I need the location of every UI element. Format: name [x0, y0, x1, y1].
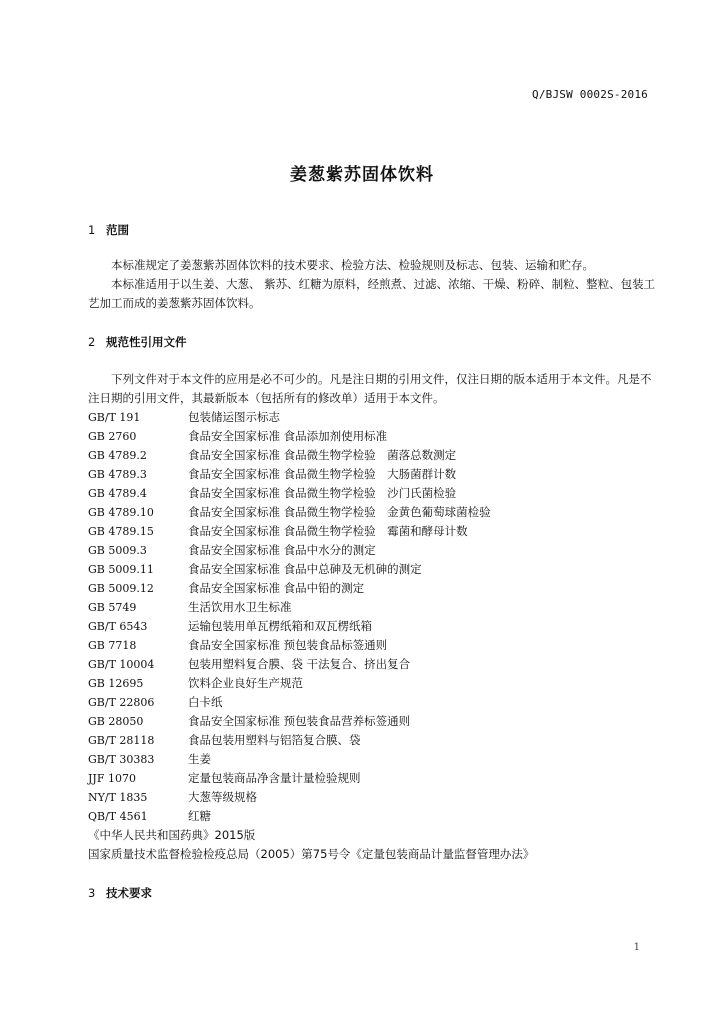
section-technical-heading: [88, 885, 152, 901]
reference-code: GB/T 22806: [88, 696, 155, 709]
reference-code: GB 4789.2: [88, 449, 147, 462]
reference-title: 包装用塑料复合膜、袋 干法复合、挤出复合: [188, 657, 411, 671]
reference-code: GB 5749: [88, 601, 137, 614]
reference-title: 食品安全国家标准 食品中水分的测定: [188, 543, 376, 557]
reference-title: 大葱等级规格: [188, 790, 257, 804]
reference-title: 食品安全国家标准 预包装食品标签通则: [188, 638, 388, 652]
reference-item: [88, 750, 658, 769]
reference-code: GB 4789.3: [88, 468, 147, 481]
document-title: 姜葱紫苏固体饮料: [290, 165, 434, 185]
scope-paragraph-2: 本标准适用于以生姜、大葱、 紫苏、红糖为原料，经煎煮、过滤、浓缩、干燥、粉碎、制粒、整粒、包装工艺加工而成的姜葱紫苏固体饮料。: [88, 277, 656, 310]
reference-code: JJF 1070: [88, 772, 136, 785]
reference-item: [88, 769, 658, 788]
reference-code: NY/T 1835: [88, 791, 148, 804]
reference-title: 生姜: [188, 752, 211, 766]
reference-code: GB 5009.11: [88, 563, 154, 576]
reference-title: 食品安全国家标准 预包装食品营养标签通则: [188, 714, 411, 728]
reference-title: 红糖: [188, 809, 211, 823]
reference-code: GB/T 191: [88, 411, 141, 424]
reference-item: [88, 731, 658, 750]
reference-code: GB 12695: [88, 677, 144, 690]
reference-item: [88, 579, 658, 598]
reference-item: [88, 560, 658, 579]
reference-item: [88, 598, 658, 617]
reference-item: [88, 674, 658, 693]
reference-title: 食品安全国家标准 食品添加剂使用标准: [188, 429, 388, 443]
reference-list: [88, 408, 658, 864]
reference-title: 饮料企业良好生产规范: [188, 676, 303, 690]
reference-code: GB 4789.15: [88, 525, 154, 538]
reference-item: [88, 484, 658, 503]
reference-item: [88, 693, 658, 712]
reference-title: 运输包装用单瓦楞纸箱和双瓦楞纸箱: [188, 619, 372, 633]
scope-paragraph-1: 本标准规定了姜葱紫苏固体饮料的技术要求、检验方法、检验规则及标志、包装、运输和贮存。: [111, 258, 594, 272]
reference-code: GB 4789.4: [88, 487, 147, 500]
reference-code: GB 28050: [88, 715, 144, 728]
reference-item: [88, 522, 658, 541]
reference-code: QB/T 4561: [88, 810, 148, 823]
reference-title: 生活饮用水卫生标准: [188, 600, 292, 614]
section-title: 范围: [106, 223, 129, 237]
reference-title: 食品包装用塑料与铝箔复合膜、袋: [188, 733, 361, 747]
references-intro: 下列文件对于本文件的应用是必不可少的。凡是注日期的引用文件，仅注日期的版本适用于本文件。凡是不注日期的引用文件，其最新版本（包括所有的修改单）适用于本文件。: [88, 372, 652, 405]
reference-code: GB 5009.12: [88, 582, 154, 595]
reference-code: GB/T 6543: [88, 620, 148, 633]
section-scope-heading: [88, 222, 129, 238]
reference-item: [88, 408, 658, 427]
section-title: 规范性引用文件: [106, 335, 187, 349]
reference-code: GB/T 28118: [88, 734, 155, 747]
section-number: 3: [88, 886, 96, 900]
reference-code: GB/T 30383: [88, 753, 155, 766]
reference-title: 食品安全国家标准 食品中铅的测定: [188, 581, 365, 595]
reference-item: [88, 465, 658, 484]
reference-item: [88, 446, 658, 465]
reference-code: GB 4789.10: [88, 506, 154, 519]
section-title: 技术要求: [106, 886, 152, 900]
reference-code: GB 2760: [88, 430, 137, 443]
reference-extra-regulation: 国家质量技术监督检验检疫总局（2005）第75号令《定量包装商品计量监督管理办法》: [88, 847, 535, 861]
reference-item: [88, 503, 658, 522]
reference-title: 食品安全国家标准 食品微生物学检验 金黄色葡萄球菌检验: [188, 505, 491, 519]
reference-title: 食品安全国家标准 食品微生物学检验 大肠菌群计数: [188, 467, 457, 481]
reference-title: 定量包装商品净含量计量检验规则: [188, 771, 361, 785]
reference-item: [88, 807, 658, 826]
reference-title: 包装储运图示标志: [188, 410, 280, 424]
reference-title: 食品安全国家标准 食品微生物学检验 沙门氏菌检验: [188, 486, 457, 500]
reference-title: 食品安全国家标准 食品微生物学检验 菌落总数测定: [188, 448, 457, 462]
reference-title: 食品安全国家标准 食品微生物学检验 霉菌和酵母计数: [188, 524, 468, 538]
reference-item: [88, 617, 658, 636]
section-number: 2: [88, 335, 96, 349]
reference-item: [88, 427, 658, 446]
reference-item: [88, 788, 658, 807]
reference-item: [88, 636, 658, 655]
reference-title: 白卡纸: [188, 695, 223, 709]
standard-code: Q/BJSW 0002S-2016: [532, 88, 648, 101]
reference-title: 食品安全国家标准 食品中总砷及无机砷的测定: [188, 562, 422, 576]
reference-item: [88, 541, 658, 560]
page-number: 1: [633, 942, 640, 953]
reference-code: GB 7718: [88, 639, 137, 652]
reference-code: GB/T 10004: [88, 658, 155, 671]
section-references-heading: [88, 334, 187, 350]
reference-extra-pharmacopoeia: 《中华人民共和国药典》2015版: [88, 828, 256, 842]
reference-item: [88, 655, 658, 674]
reference-code: GB 5009.3: [88, 544, 147, 557]
section-number: 1: [88, 223, 96, 237]
reference-item: [88, 712, 658, 731]
